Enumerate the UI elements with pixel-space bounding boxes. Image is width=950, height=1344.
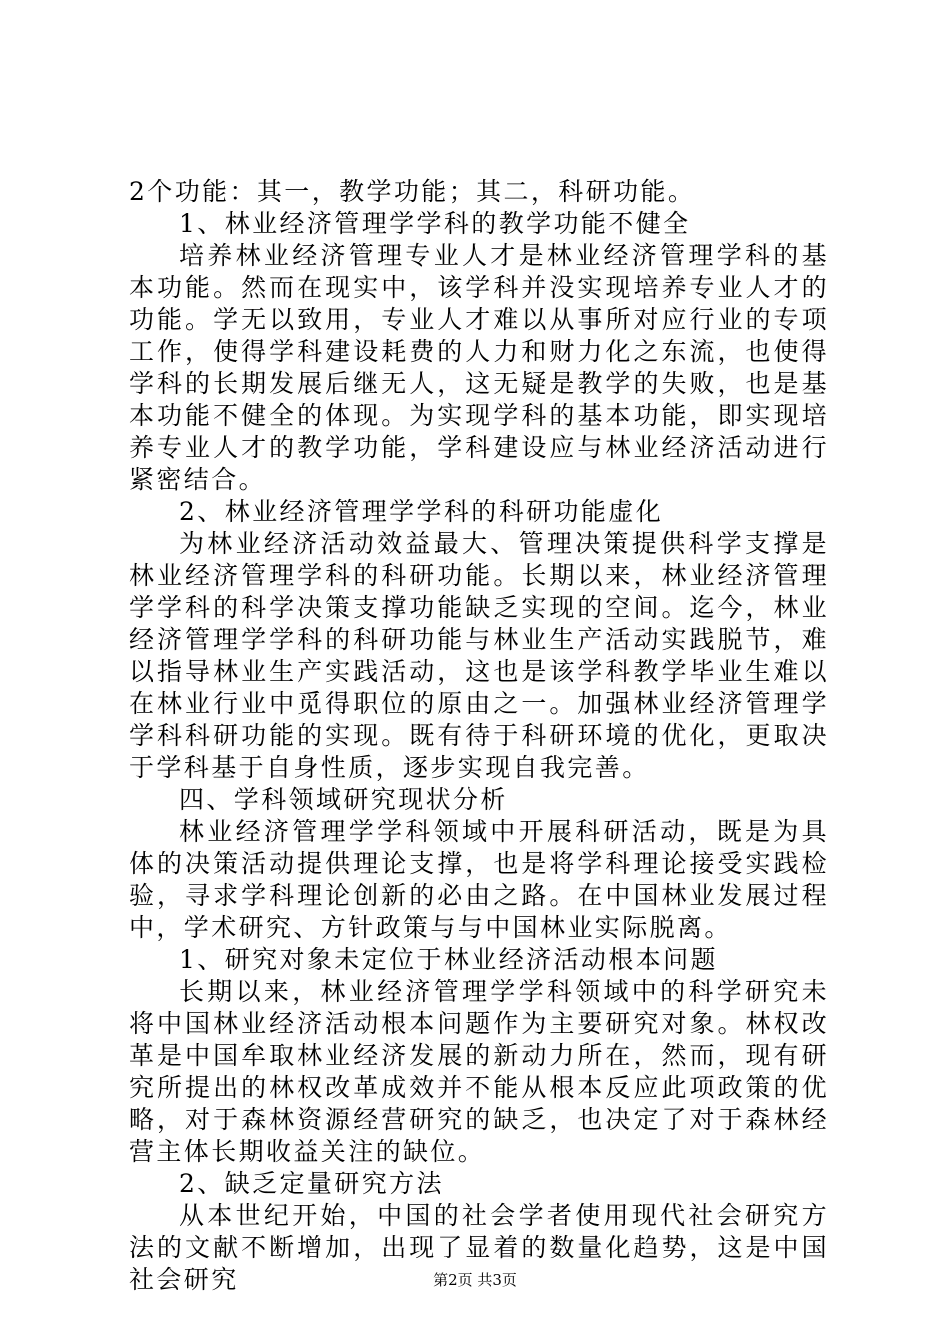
subheading-research-object: 1、研究对象未定位于林业经济活动根本问题 (179, 945, 718, 974)
paragraph-teaching-function: 培养林业经济管理专业人才是林业经济管理学科的基本功能。然而在现实中，该学科并没实现培养专业人才的功能。学无以致用，专业人才难以从事所对应行业的专项工作，使得学科建设耗费的人力和财力化之东流，也使得学科的长期发展后继无人，这无疑是教学的失败，也是基本功能不健全的体现。为实现学科的基本功能，即实现培养专业人才的教学功能，学科建设应与林业经济活动进行紧密结合。 (129, 241, 829, 494)
subheading-teaching-function: 1、林业经济管理学学科的教学功能不健全 (179, 209, 691, 238)
paragraph-quantitative-methods: 从本世纪开始，中国的社会学者使用现代社会研究方法的文献不断增加，出现了显着的数量化趋势，这是中国社会研究 (129, 1201, 829, 1294)
page-footer (0, 1270, 950, 1290)
subheading-research-function: 2、林业经济管理学学科的科研功能虚化 (179, 497, 664, 526)
section-heading-research-status: 四、学科领域研究现状分析 (179, 785, 508, 814)
page-number: 第2页 共3页 (433, 1271, 517, 1289)
subheading-quantitative-methods: 2、缺乏定量研究方法 (179, 1169, 444, 1198)
paragraph-continuation: 2个功能：其一，教学功能；其二，科研功能。 (129, 177, 696, 206)
paragraph-research-status: 林业经济管理学学科领域中开展科研活动，既是为具体的决策活动提供理论支撑，也是将学科理论接受实践检验，寻求学科理论创新的必由之路。在中国林业发展过程中，学术研究、方针政策与与中国林业实际脱离。 (129, 817, 829, 942)
paragraph-research-function: 为林业经济活动效益最大、管理决策提供科学支撑是林业经济管理学科的科研功能。长期以来，林业经济管理学学科的科学决策支撑功能缺乏实现的空间。迄今，林业经济管理学学科的科研功能与林业生产活动实践脱节，难以指导林业生产实践活动，这也是该学科教学毕业生难以在林业行业中觅得职位的原由之一。加强林业经济管理学学科科研功能的实现。既有待于科研环境的优化，更取决于学科基于自身性质，逐步实现自我完善。 (129, 529, 829, 782)
document-body (129, 176, 829, 1296)
paragraph-research-object: 长期以来，林业经济管理学学科领域中的科学研究未将中国林业经济活动根本问题作为主要研究对象。林权改革是中国牟取林业经济发展的新动力所在，然而，现有研究所提出的林权改革成效并不能从根本反应此项政策的优略，对于森林资源经营研究的缺乏，也决定了对于森林经营主体长期收益关注的缺位。 (129, 977, 829, 1166)
